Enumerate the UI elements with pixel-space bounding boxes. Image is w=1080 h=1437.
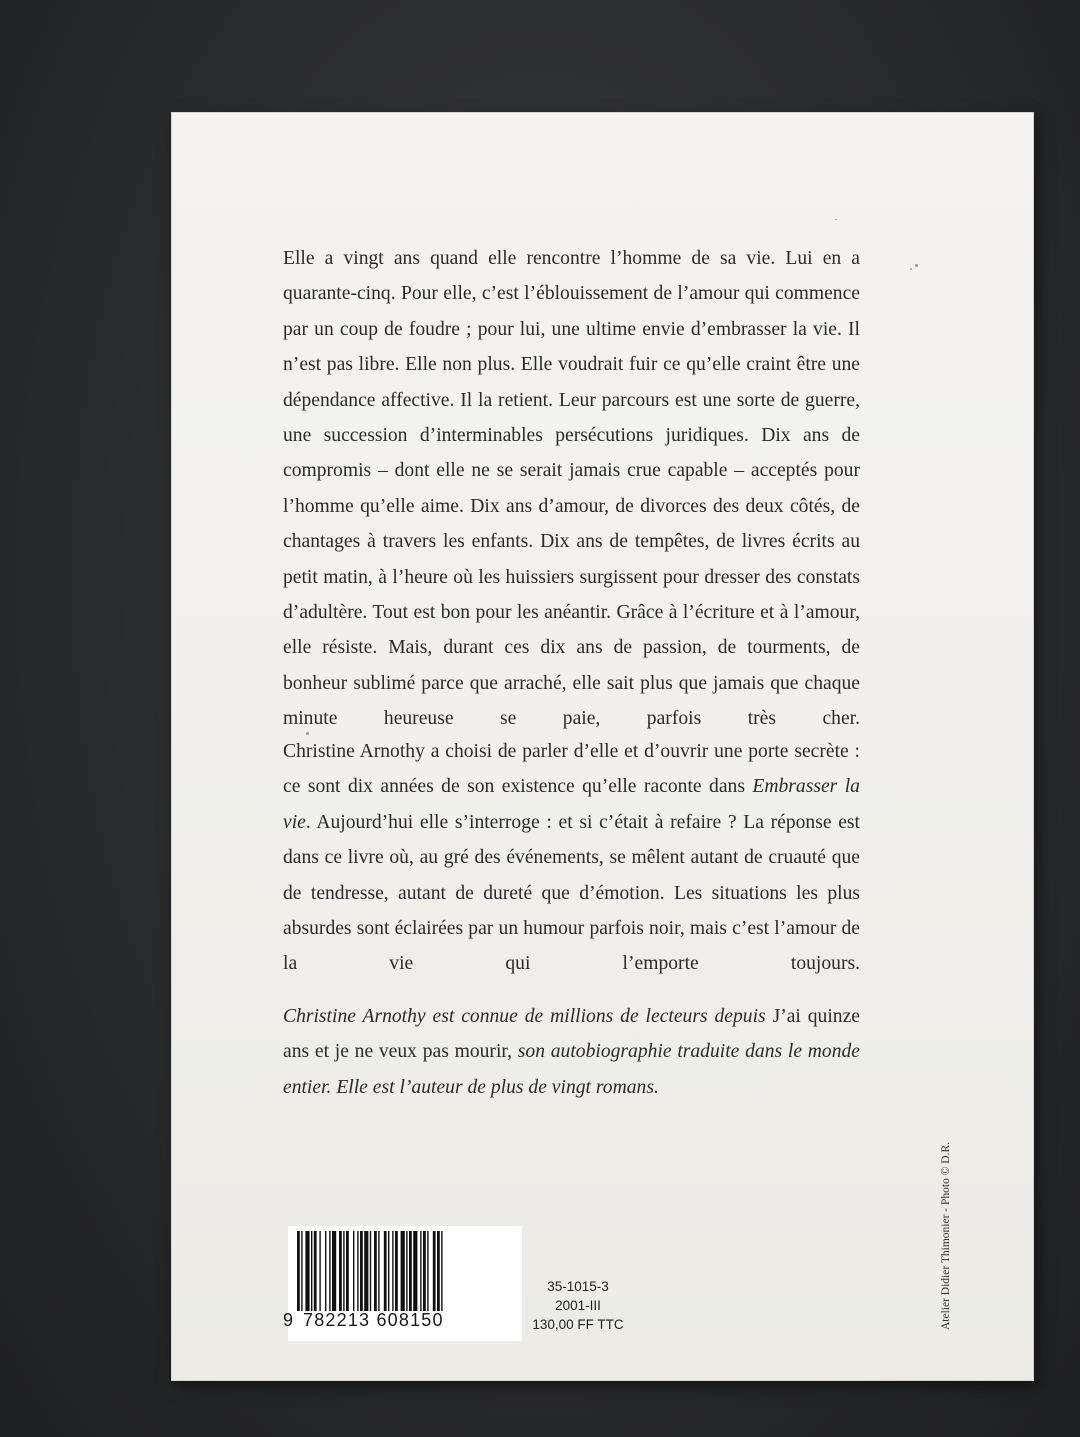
blurb-text: [283, 999, 860, 1105]
blurb-text: Elle a vingt ans quand elle rencontre l’homme de sa vie. Lui en a quarante-cinq. Pour elle, c’est l’éblouissement de l’amour qui commence par un coup de foudre ; pour lui, une ultime envie d’embrasser la vie. Il n’est pas libre. Elle non plus. Elle voudrait fuir ce qu’elle craint être une dépendance affective. Il la retient. Leur parcours est une sorte de guerre, une succession d’interminables persécutions juridiques. Dix ans de compromis – dont elle ne se serait jamais crue capable – acceptés pour l’homme qu’elle aime. Dix ans d’amour, de divorces des deux côtés, de chantages à travers les enfants. Dix ans de tempêtes, de livres écrits au petit matin, à l’heure où les huissiers surgissent pour dresser des constats d’adultère. Tout est bon pour les anéantir. Grâce à l’écriture et à l’amour, elle résiste. Mais, durant ces dix ans de passion, de tourments, de bonheur sublimé parce que arraché, elle sait plus que jamais que chaque minute heureuse se paie, parfois très cher.: [283, 248, 860, 730]
product-code: 35-1015-3: [547, 1279, 609, 1294]
barcode: [297, 1231, 514, 1311]
text-segment: . Aujourd’hui elle s’interroge : et si c’était à refaire ? La réponse est dans ce livre où, au gré des événements, se mêlent autant de cruauté que de tendresse, autant de dureté que d’émotion. Les situations les plus absurdes sont éclairées par un humour parfois noir, mais c’est l’amour de la vie qui l’emporte toujours.: [283, 811, 860, 975]
photo-credit: Atelier Didier Thimonier - Photo © D.R.: [940, 1141, 952, 1330]
cover-speck: [910, 268, 912, 270]
barcode-bar: [378, 1231, 379, 1311]
barcode-bar: [346, 1231, 349, 1311]
barcode-bar: [311, 1231, 312, 1311]
barcode-bar: [374, 1231, 377, 1311]
cover-speck: [835, 219, 837, 220]
barcode-bar: [370, 1231, 371, 1311]
barcode-bar: [364, 1231, 368, 1311]
text-segment: son autobiographie traduite dans le monde entier. Elle est l’auteur de plus de vingt romans.: [283, 1041, 860, 1098]
price-info: [518, 1277, 638, 1334]
barcode-bar: [332, 1231, 336, 1311]
isbn-digits: 782213 608150: [303, 1310, 444, 1330]
barcode-bar: [409, 1231, 412, 1311]
barcode-bar: [437, 1231, 440, 1311]
barcode-bar: [433, 1231, 436, 1311]
barcode-bar: [343, 1231, 344, 1311]
barcode-bar: [423, 1231, 426, 1311]
barcode-bar: [395, 1231, 398, 1311]
barcode-bar: [339, 1231, 342, 1311]
barcode-bar: [314, 1231, 317, 1311]
barcode-bar: [360, 1231, 363, 1311]
book-title: J’ai quinze ans et je ne veux pas mourir,: [283, 1006, 860, 1063]
barcode-bar: [420, 1231, 421, 1311]
barcode-bar: [406, 1231, 407, 1311]
barcode-bar: [305, 1231, 309, 1311]
blurb-text: [283, 734, 860, 982]
blurb-paragraph-2: [283, 734, 860, 982]
barcode-bar: [401, 1231, 405, 1311]
blurb-paragraph-1: [283, 241, 860, 737]
barcode-bar: [441, 1231, 442, 1311]
barcode-bar: [319, 1231, 320, 1311]
book-title: Embrasser la vie: [283, 776, 860, 833]
cover-speck: [915, 264, 918, 267]
barcode-bar: [384, 1231, 387, 1311]
text-segment: Christine Arnothy est connue de millions de lecteurs depuis: [283, 1006, 773, 1027]
text-segment: Christine Arnothy a choisi de parler d’elle et d’ouvrir une porte secrète : ce sont dix années de son existence qu’elle raconte dans: [283, 741, 860, 798]
barcode-bar: [329, 1231, 330, 1311]
barcode-bar: [325, 1231, 326, 1311]
price: 130,00 FF TTC: [532, 1317, 624, 1332]
barcode-bar: [388, 1231, 389, 1311]
barcode-bar: [301, 1231, 302, 1311]
barcode-bar: [357, 1231, 358, 1311]
author-bio: [283, 999, 860, 1105]
barcode-bar: [353, 1231, 354, 1311]
barcode-bar: [297, 1231, 300, 1311]
barcode-bar: [413, 1231, 417, 1311]
isbn-first-digit: 9: [283, 1310, 295, 1330]
barcode-bar: [427, 1231, 428, 1311]
barcode-bar: [392, 1231, 393, 1311]
edition-code: 2001-III: [555, 1298, 601, 1313]
